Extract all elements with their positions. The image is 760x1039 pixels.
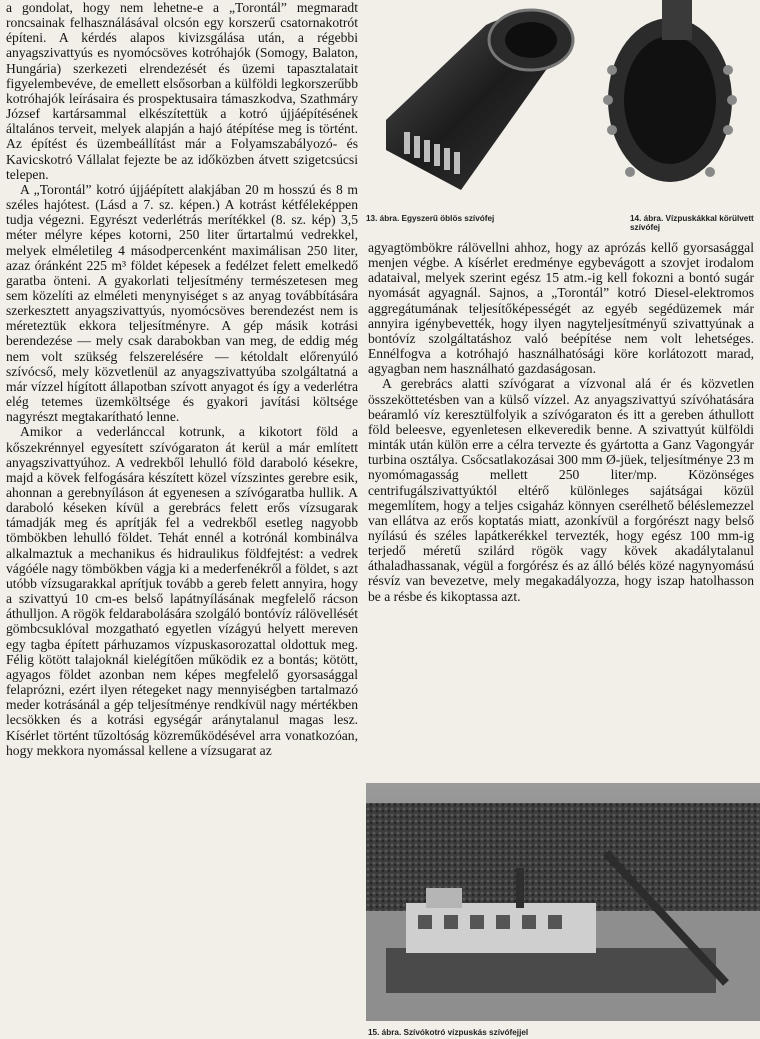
right-text-column	[368, 240, 754, 604]
paragraph: A „Torontál” kotró újjáépített alakjában 20 m hosszú és 8 m széles hajótest. (Lásd a 7. sz. képen.) A kotrást kétféleképpen tudja végezni. Egyrészt vederlétrás merítékkel (8. sz. kép) 3,5 méter mélyre képes kotorni, 250 liter űrtartalmú vedrekkel, melyek elméletileg 4 másodpercenként maximálisan 250 liter, azaz óránként 225 m³ földet képesek a fedélzet felett emelkedő garatba önteni. A gyakorlati teljesítmény természetesen meg sem közelíti az elméleti menynyiséget s az anyag továbbítására szerkesztett anyagszivattyús, nyomócsöves berendezést nem is méreteztük ekkora teljesítményre. A gép másik kotrási berendezése — mely csak darabokban van meg, de eddig még nem volt szükség felszerelésére — kétoldalt előrenyúló szívócső, mely közvetlenül az anyagszivattyúba szolgáltatná a már vízzel hígított állapotban szívott anyagot és így a vederlétra elég tetemes üzemköltsége és gyakori javítási költsége nagyrészt megtakarítható lenne.	[6, 181, 358, 425]
figure-15-photo	[366, 783, 760, 1021]
paragraph: Amikor a vederlánccal kotrunk, a kikotort föld a kőszekrénnyel egyesített szívógaraton át kerül a már említett anyagszivattyúhoz. A vedrekből lehulló föld daraboló késekre, majd a kövek felfogására készített közel vízszintes gerebre esik, ahonnan a gerebnyíláson át egyenesen a szívógaratba hullik. A daraboló késeken kívül a gerebrács felett erős vízsugarak támadják meg és aprítják fel a vedrekből esetleg nagyobb tömbökben lehulló földet. Tehát ennél a kotrónál kombinálva alkalmaztuk a mechanikus és hidraulikus földfejtést: a vedrek vágóéle nagy tömbökben vágja ki a mederfenékről a földet, s azt utóbb vízsugarakkal aprítjuk tovább a gereb felett annyira, hogy a szivattyú 10 cm-es belső lapátnyílásának megfelelő rácson áthulljon. A rögök feldarabolására szolgáló bontóvíz rálövellését gömbcsuklóval mozgatható egyetlen vízágyú helyett mereven egy tagba épített párhuzamos vízpuskasorozattal oldottuk meg. Félig kötött talajoknál kielégítően működik ez a bontás; kötött, agyagos földet azonban nem képes megfelelő gyorsasággal felaprózni, ezért ilyen rétegeket nagy mennyiségben tartalmazó meder kotrásánál a gép teljesítménye rendkívül nagy mértékben lecsökken és a kotrási egységár aránytalanul magas lesz. Kísérlet történt tűzoltóság közreműködésével arra vonatkozóan, hogy mekkora nyomással kellene a vízsugarat az	[6, 424, 358, 758]
paragraph: A gerebrács alatti szívógarat a vízvonal alá ér és közvetlen összeköttetésben van a külső vízzel. Az anyagszivattyú szívóhatására beáramló víz keresztülfolyik a szívógaraton és itt a gereben áthullott föld beleesve, egyenletesen elkeveredik benne. A szivattyút külföldi minták után külön erre a célra tervezte és gyártotta a Ganz Vagongyár turbina osztálya. Csőcsatlakozásai 300 mm Ø-jüek, teljesítménye 23 m nyomómagasság mellett 250 liter/mp. Közönséges centrifugálszivattyúktól eltérő különleges sajátságai közül megemlítem, hogy a teljes csigaház könnyen cserélhető béléslemezzel van ellátva az erős koptatás miatt, azonkívül a forgórészt nagy belső nyílású és széles lapátkerékkel tervezték, hogy egész 100 mm-ig terjedő méretű szilárd rögök vagy kövek akadálytalanul áthaladhassanak, végül a forgórész és az álló bélés közé nagynyomású résvíz van bevezetve, mely megakadályozza, hogy iszap hatolhasson be a résbe és kikoptassa azt.	[368, 376, 754, 604]
suction-head-illustration	[366, 0, 580, 212]
figure-13-photo	[366, 0, 580, 212]
paragraph: a gondolat, hogy nem lehetne-e a „Torontál” megmaradt roncsainak felhasználásával olcsón egy korszerű csatornakotrót építeni. A kérdés alapos kivizsgálása után, a régebbi anyagszivattyús es nyomócsöves kotróhajók (Somogy, Balaton, Hungária) szerkezeti elrendezését és üzemi tapasztalatait figyelembevéve, de emellett elsősorban a külföldi legkorszerűbb kotróhajók leírásaira és prospektusaira támaszkodva, Szathmáry József kartársammal elkészítettük a kotró újjáépítésének általános terveit, melyek alapján a hajó átépítése meg is történt. Az építést és üzembeállítást már a Folyamszabályozó- és Kavicskotró Vállalat fejezte be az időközben átvett szigetcsúcsi telepen.	[6, 0, 358, 182]
figure-14-caption: 14. ábra. Vízpuskákkal körülvett szívófej	[630, 214, 754, 232]
figure-15-caption: 15. ábra. Szívókotró vízpuskás szívófejjel	[368, 1028, 529, 1037]
figure-13-caption: 13. ábra. Egyszerű öblös szívófej	[366, 214, 495, 223]
left-text-column	[6, 0, 358, 758]
jet-suction-head-illustration	[590, 0, 760, 212]
dredger-boat-illustration	[366, 783, 760, 1021]
figure-14-photo	[590, 0, 760, 212]
paragraph: agyagtömbökre rálövellni ahhoz, hogy az aprózás kellő gyorsasággal menjen végbe. A kísérlet eredménye egybevágott a szovjet irodalom adataival, melyek szerint egész 15 atm.-ig kell fokozni a bontó sugár nyomását agyagnál. Sajnos, a „Torontál” kotró Diesel-elektromos aggregátumának teljesítőképességét az egyéb segédüzemek már annyira igénybevették, hogy ilyen nagyteljesítményű szivattyúnak a bontóvíz szolgáltatáshoz való beépítése nem volt lehetséges. Ennélfogva a kotróhajó használhatósági köre korlátozott marad, agyagban nem használható gazdaságosan.	[368, 240, 754, 377]
